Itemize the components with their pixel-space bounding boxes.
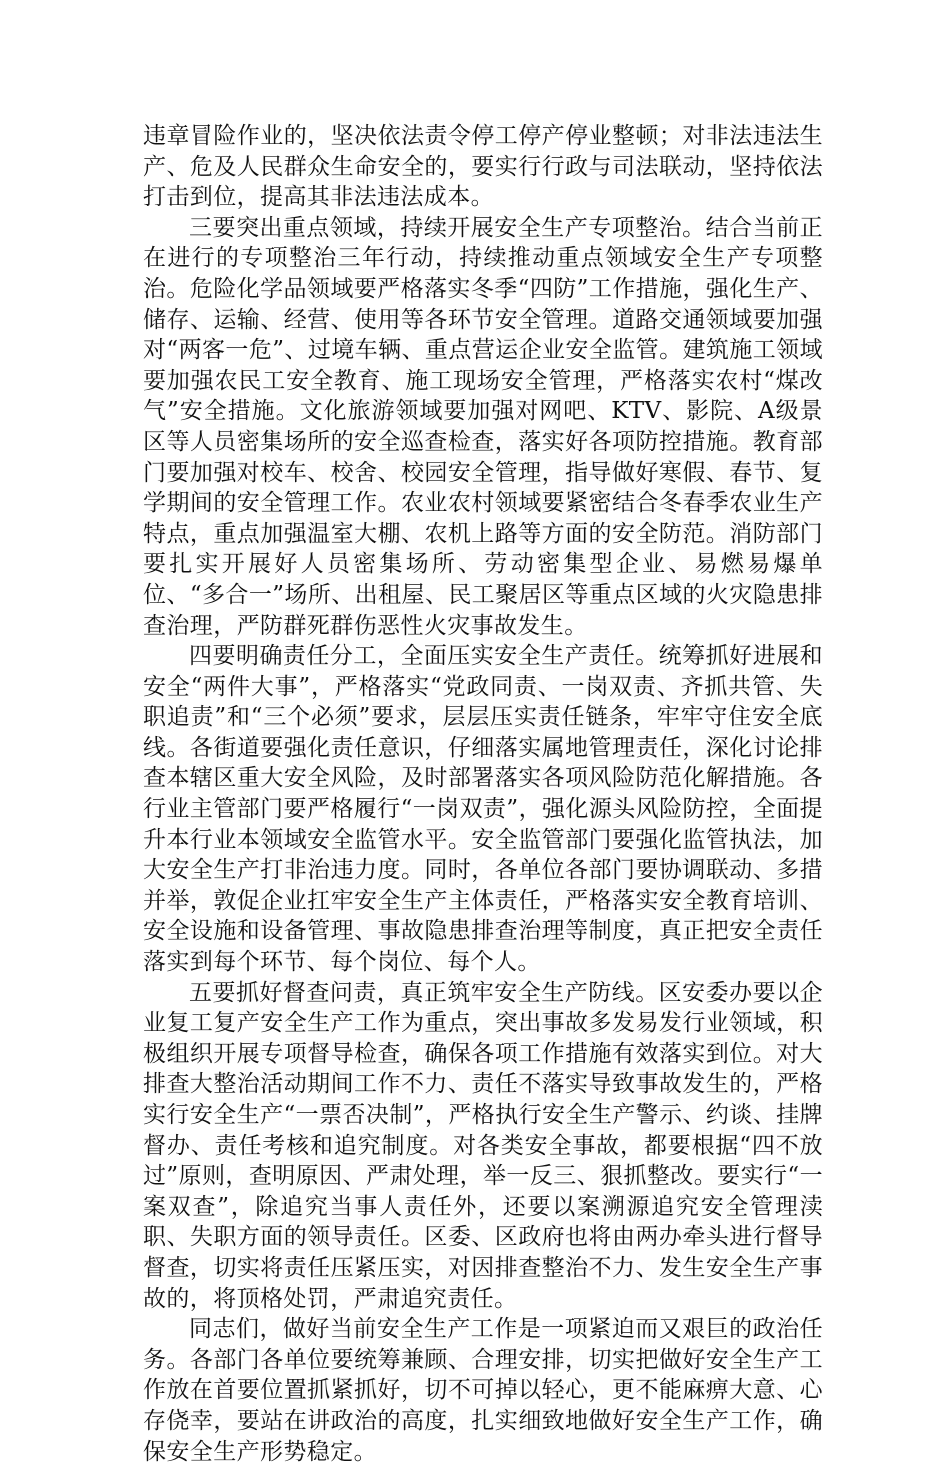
paragraph-closing: 同志们，做好当前安全生产工作是一项紧迫而又艰巨的政治任务。各部门各单位要统筹兼顾、合理安排，切实把做好安全生产工作放在首要位置抓紧抓好，切不可掉以轻心，更不能麻痹大意、心存侥幸，要站在讲政治的高度，扎实细致地做好安全生产工作，确保安全生产形势稳定。	[143, 1316, 823, 1465]
paragraph-supervision: 五要抓好督查问责，真正筑牢安全生产防线。区安委办要以企业复工复产安全生产工作为重点，突出事故多发易发行业领域，积极组织开展专项督导检查，确保各项工作措施有效落实到位。对大排查大整治活动期间工作不力、责任不落实导致事故发生的，严格实行安全生产“一票否决制”，严格执行安全生产警示、约谈、挂牌督办、责任考核和追究制度。对各类安全事故，都要根据“四不放过”原则，查明原因、严肃处理，举一反三、狠抓整改。要实行“一案双查”，除追究当事人责任外，还要以案溯源追究安全管理渎职、失职方面的领导责任。区委、区政府也将由两办牵头进行督导督查，切实将责任压紧压实，对因排查整治不力、发生安全生产事故的，将顶格处罚，严肃追究责任。	[143, 979, 823, 1312]
paragraph-responsibility: 四要明确责任分工，全面压实安全生产责任。统筹抓好进展和安全“两件大事”，严格落实“党政同责、一岗双责、齐抓共管、失职追责”和“三个必须”要求，层层压实责任链条，牢牢守住安全底线。各街道要强化责任意识，仔细落实属地管理责任，深化讨论排查本辖区重大安全风险，及时部署落实各项风险防范化解措施。各行业主管部门要严格履行“一岗双责”，强化源头风险防控，全面提升本行业本领域安全监管水平。安全监管部门要强化监管执法，加大安全生产打非治违力度。同时，各单位各部门要协调联动、多措并举，敦促企业扛牢安全生产主体责任，严格落实安全教育培训、安全设施和设备管理、事故隐患排查治理等制度，真正把安全责任落实到每个环节、每个岗位、每个人。	[143, 643, 823, 976]
document-body	[143, 121, 823, 1467]
paragraph-continuation: 违章冒险作业的，坚决依法责令停工停产停业整顿；对非法违法生产、危及人民群众生命安全的，要实行行政与司法联动，坚持依法打击到位，提高其非法违法成本。	[143, 123, 823, 211]
paragraph-key-areas: 三要突出重点领域，持续开展安全生产专项整治。结合当前正在进行的专项整治三年行动，持续推动重点领域安全生产专项整治。危险化学品领域要严格落实冬季“四防”工作措施，强化生产、储存、运输、经营、使用等各环节安全管理。道路交通领域要加强对“两客一危”、过境车辆、重点营运企业安全监管。建筑施工领域要加强农民工安全教育、施工现场安全管理，严格落实农村“煤改气”安全措施。文化旅游领域要加强对网吧、KTV、影院、A级景区等人员密集场所的安全巡查检查，落实好各项防控措施。教育部门要加强对校车、校舍、校园安全管理，指导做好寒假、春节、复学期间的安全管理工作。农业农村领域要紧密结合冬春季农业生产特点，重点加强温室大棚、农机上路等方面的安全防范。消防部门要扎实开展好人员密集场所、劳动密集型企业、易燃易爆单位、“多合一”场所、出租屋、民工聚居区等重点区域的火灾隐患排查治理，严防群死群伤恶性火灾事故发生。	[143, 214, 823, 639]
